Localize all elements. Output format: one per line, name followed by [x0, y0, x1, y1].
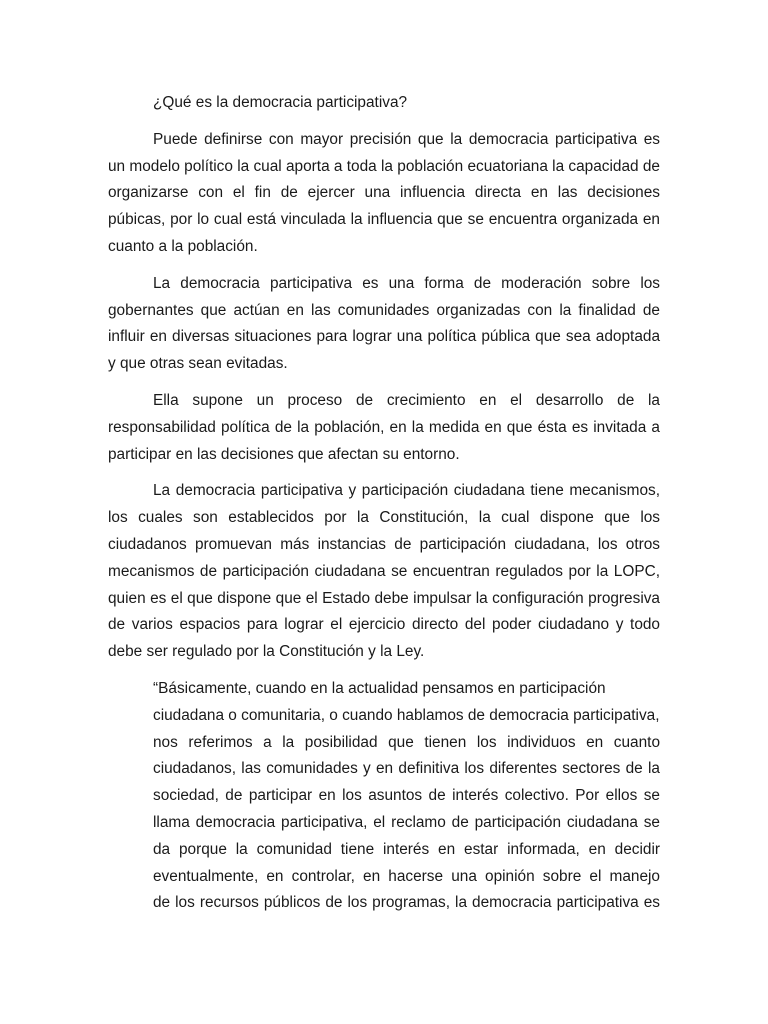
quote-line: sociedad, de participar en los asuntos de interés colectivo. Por ellos se	[153, 787, 660, 805]
quote-line: “Básicamente, cuando en la actualidad pensamos en participación	[153, 679, 606, 697]
quote-line: llama democracia participativa, el reclamo de participación ciudadana se	[153, 813, 660, 831]
paragraph-responsibility: Ella supone un proceso de crecimiento en el desarrollo de la responsabilidad política de la población, en la medida en que ésta es invitada a participar en las decisiones que afectan su entorno.	[108, 391, 660, 463]
quote-line: nos referimos a la posibilidad que tienen los individuos en cuanto	[153, 733, 660, 751]
block-quote	[108, 676, 660, 917]
paragraph-definition: Puede definirse con mayor precisión que la democracia participativa es un modelo político la cual aporta a toda la población ecuatoriana la capacidad de organizarse con el fin de ejercer una influencia directa en las decisiones púbicas, por lo cual está vinculada la influencia que se encuentra organizada en cuanto a la población.	[108, 130, 660, 255]
quote-line: eventualmente, en controlar, en hacerse una opinión sobre el manejo	[153, 867, 660, 885]
quote-line: da porque la comunidad tiene interés en estar informada, en decidir	[153, 840, 660, 858]
document-body	[108, 90, 660, 917]
section-heading: ¿Qué es la democracia participativa?	[153, 94, 408, 111]
paragraph-moderation: La democracia participativa es una forma de moderación sobre los gobernantes que actúan en las comunidades organizadas con la finalidad de influir en diversas situaciones para lograr una política pública que sea adoptada y que otras sean evitadas.	[108, 274, 660, 373]
quote-line: ciudadanos, las comunidades y en definitiva los diferentes sectores de la	[153, 760, 660, 778]
paragraph-mechanisms: La democracia participativa y participación ciudadana tiene mecanismos, los cuales son establecidos por la Constitución, la cual dispone que los ciudadanos promuevan más instancias de participación ciudadana, los otros mecanismos de participación ciudadana se encuentran regulados por la LOPC, quien es el que dispone que el Estado debe impulsar la configuración progresiva de varios espacios para lograr el ejercicio directo del poder ciudadano y todo debe ser regulado por la Constitución y la Ley.	[108, 482, 660, 661]
quote-line: ciudadana o comunitaria, o cuando hablamos de democracia participativa,	[153, 706, 660, 724]
quote-line: de los recursos públicos de los programas, la democracia participativa es	[153, 894, 660, 912]
